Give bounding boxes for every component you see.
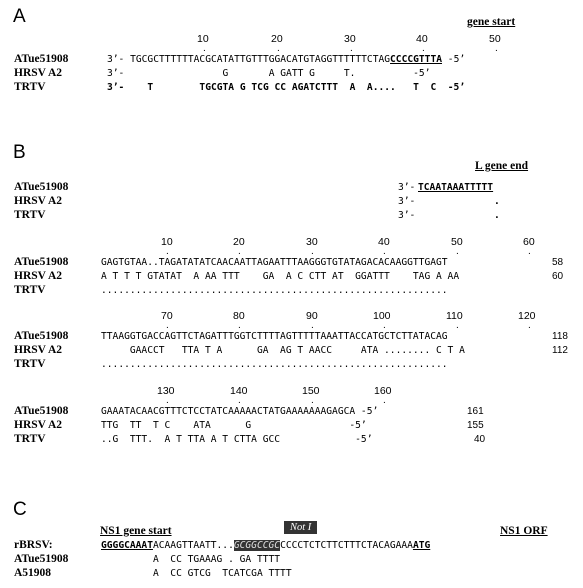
ruler-tick: . [238, 320, 241, 331]
ruler-b3-160: 160 [374, 385, 392, 397]
row-label: ATue51908 [14, 256, 69, 268]
sequence-row: A CC TGAAAG . GA TTTT [101, 554, 281, 565]
ns1-orf-header: NS1 ORF [500, 525, 548, 537]
sequence-row: A T T T GTATAT A AA TTT GA A C CTT AT GGATTT TAG A AA [101, 271, 460, 282]
ns1-gene-start-motif: GGGGCAAAT [101, 540, 153, 551]
sequence-row: GAGTGTAA..TAGATATATCAACAATTAGAATTTAAGGGTGTATAGACACAAGGTTGAGT [101, 257, 448, 268]
ruler-b3-130: 130 [157, 385, 175, 397]
sequence-row: 3’- G A GATT G T. -5’ [107, 68, 431, 79]
row-label: A51908 [14, 567, 52, 579]
position-end: 112 [552, 345, 568, 356]
strand-prefix: 3’- [398, 196, 416, 207]
row-label: TRTV [14, 81, 46, 93]
ruler-b1-40: 40 [378, 236, 390, 248]
ruler-tick: . [383, 246, 386, 257]
row-label: HRSV A2 [14, 344, 63, 356]
ruler-b1-20: 20 [233, 236, 245, 248]
ruler-b1-60: 60 [523, 236, 535, 248]
strand-prefix: 3’- [398, 182, 416, 193]
ruler-b1-30: 30 [306, 236, 318, 248]
ruler-b3-140: 140 [230, 385, 248, 397]
sequence-row: TTAAGGTGACCAGTTCTAGATTTGGTCTTTTAGTTTTTAAATTACCATGCTCTTATACAG [101, 331, 448, 342]
row-label: ATue51908 [14, 405, 69, 417]
ruler-a-tick: . [203, 43, 206, 54]
row-label: ATue51908 [14, 553, 69, 565]
position-end: 118 [552, 331, 568, 342]
sequence-row: GGGGCAAATACAAGTTAATT...GCGGCCGCCCCCTCTCTTCTTTCTACAGAAAATG [101, 540, 431, 551]
start-codon: ATG [412, 540, 431, 551]
ruler-a-tick: . [495, 43, 498, 54]
row-label: HRSV A2 [14, 270, 63, 282]
ruler-tick: . [311, 320, 314, 331]
ruler-b2-110: 110 [446, 310, 463, 322]
ruler-b1-10: 10 [161, 236, 173, 248]
gene-start-header: gene start [467, 16, 516, 28]
panel-label-c: C [13, 499, 27, 520]
sequence-row: A CC GTCG TCATCGA TTTT [101, 568, 292, 579]
ruler-b2-70: 70 [161, 310, 173, 322]
ruler-tick: . [166, 246, 169, 257]
not-i-site-label: Not I [284, 521, 317, 534]
ruler-tick: . [238, 246, 241, 257]
ruler-tick: . [166, 395, 169, 406]
row-label: ATue51908 [14, 53, 69, 65]
ruler-a-tick: . [350, 43, 353, 54]
panel-label-b: B [13, 142, 26, 163]
ruler-b1-50: 50 [451, 236, 463, 248]
ruler-a-40: 40 [416, 33, 428, 45]
ruler-b3-150: 150 [302, 385, 320, 397]
ruler-tick: . [311, 246, 314, 257]
ruler-tick: . [528, 246, 531, 257]
ruler-tick: . [166, 320, 169, 331]
l-gene-end-motif: TCAATAAATTTTT [418, 182, 494, 193]
position-end: 40 [474, 434, 486, 445]
sequence-row: ............................................................ [101, 359, 448, 370]
row-label: ATue51908 [14, 181, 69, 193]
row-label: HRSV A2 [14, 195, 63, 207]
ruler-tick: . [456, 246, 459, 257]
position-end: 161 [467, 406, 484, 417]
sequence-row: 3’- TGCGCTTTTTTACGCATATTGTTTGGACATGTAGGTTTTTTCTAGCCCCGTTTA -5’ [107, 54, 466, 65]
position-end: 60 [552, 271, 564, 282]
position-end: 155 [467, 420, 484, 431]
ruler-a-20: 20 [271, 33, 283, 45]
sequence-row: ..G TTT. A T TTA A T CTTA GCC -5’ [101, 434, 373, 445]
sequence-row: TTG TT T C ATA G -5’ [101, 420, 367, 431]
ruler-tick: . [528, 320, 531, 331]
sequence-row: GAAATACAACGTTTCTCCTATCAAAAACTATGAAAAAAAGAGCA -5’ [101, 406, 379, 417]
ruler-tick: . [383, 395, 386, 406]
ruler-a-10: 10 [197, 33, 209, 45]
ruler-b2-90: 90 [306, 310, 318, 322]
position-end: 58 [552, 257, 564, 268]
row-label: HRSV A2 [14, 67, 63, 79]
ruler-a-30: 30 [344, 33, 356, 45]
gene-start-motif: CCCCGTTTA [390, 54, 443, 65]
ruler-tick: . [311, 395, 314, 406]
row-label: HRSV A2 [14, 419, 63, 431]
ruler-b2-120: 120 [518, 310, 536, 322]
row-label: rBRSV: [14, 539, 53, 551]
not-i-site-sequence: GCGGCCGC [233, 540, 281, 551]
ruler-tick: . [456, 320, 459, 331]
row-label: TRTV [14, 358, 46, 370]
ns1-gene-start-header: NS1 gene start [100, 525, 172, 537]
ruler-b2-100: 100 [373, 310, 391, 322]
panel-label-a: A [13, 6, 26, 27]
ruler-tick: . [383, 320, 386, 331]
sequence-row: . [494, 210, 500, 221]
l-gene-end-header: L gene end [475, 160, 529, 172]
row-label: TRTV [14, 433, 46, 445]
row-label: TRTV [14, 284, 46, 296]
row-label: TRTV [14, 209, 46, 221]
sequence-row: GAACCT TTA T A GA AG T AACC ATA ........ C T A [101, 345, 465, 356]
ruler-a-tick: . [422, 43, 425, 54]
sequence-row: . [494, 196, 500, 207]
ruler-a-tick: . [277, 43, 280, 54]
sequence-row: ............................................................ [101, 285, 448, 296]
strand-prefix: 3’- [398, 210, 416, 221]
sequence-row: 3’- T TGCGTA G TCG CC AGATCTTT A A.... T C -5’ [107, 82, 466, 93]
row-label: ATue51908 [14, 330, 69, 342]
ruler-tick: . [238, 395, 241, 406]
ruler-b2-80: 80 [233, 310, 245, 322]
ruler-a-50: 50 [489, 33, 501, 45]
